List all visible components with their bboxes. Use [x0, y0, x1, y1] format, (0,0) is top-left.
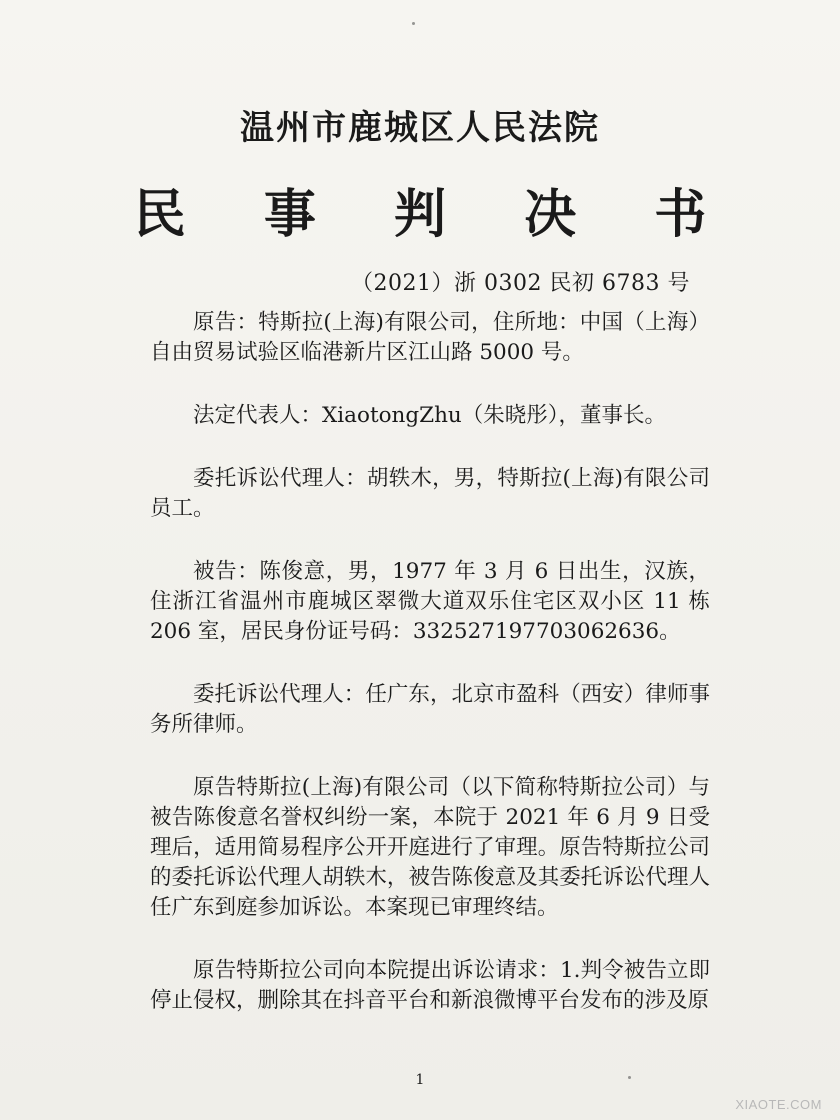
plaintiff-agent-paragraph: 委托诉讼代理人：胡轶木，男，特斯拉(上海)有限公司员工。: [150, 466, 710, 521]
document-type-title: 民 事 判 决 书: [133, 184, 737, 245]
legal-representative-paragraph: 法定代表人：XiaotongZhu（朱晓彤），董事长。: [193, 403, 667, 428]
case-summary-paragraph: 原告特斯拉(上海)有限公司（以下简称特斯拉公司）与被告陈俊意名誉权纠纷一案，本院于 2021 年 6 月 9 日受理后，适用简易程序公开开庭进行了审理。原告特斯拉公司的委托诉讼代理人胡轶木，被告陈俊意及其委托诉讼代理人任广东到庭参加诉讼。本案现已审理终结。: [150, 775, 710, 920]
page-number: 1: [415, 1072, 425, 1088]
case-number: （2021）浙 0302 民初 6783 号: [351, 271, 690, 296]
defendant-agent-paragraph: 委托诉讼代理人：任广东，北京市盈科（西安）律师事务所律师。: [150, 682, 710, 737]
site-watermark: XIAOTE.COM: [735, 1097, 822, 1112]
scan-speck: [412, 22, 415, 25]
defendant-paragraph: 被告：陈俊意，男，1977 年 3 月 6 日出生，汉族，住浙江省温州市鹿城区翠微大道双乐住宅区双小区 11 栋 206 室，居民身份证号码：332527197703062636。: [150, 559, 710, 644]
plaintiff-paragraph: 原告：特斯拉(上海)有限公司，住所地：中国（上海）自由贸易试验区临港新片区江山路 5000 号。: [150, 310, 710, 365]
claims-paragraph: 原告特斯拉公司向本院提出诉讼请求：1.判令被告立即停止侵权，删除其在抖音平台和新浪微博平台发布的涉及原: [150, 958, 710, 1013]
judgment-body: [150, 308, 710, 1049]
scan-speck: [628, 1076, 631, 1079]
court-name: 温州市鹿城区人民法院: [240, 108, 600, 148]
